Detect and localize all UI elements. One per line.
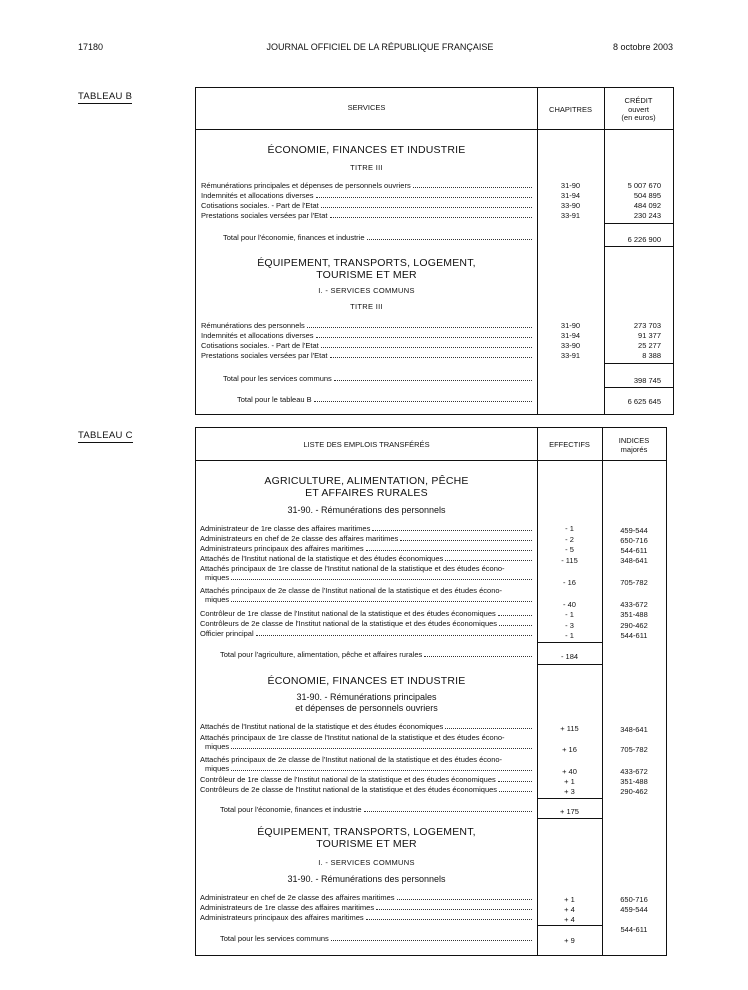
section-subtitle: I. - SERVICES COMMUNS — [318, 858, 415, 867]
section-title: ÉQUIPEMENT, TRANSPORTS, LOGEMENT, TOURISME ET MER — [257, 257, 476, 281]
titre-label: TITRE III — [350, 302, 383, 311]
journal-title: JOURNAL OFFICIEL DE LA RÉPUBLIQUE FRANÇAISE — [266, 42, 494, 52]
titre-label: TITRE III — [350, 163, 383, 172]
section-title: ÉCONOMIE, FINANCES ET INDUSTRIE — [267, 144, 466, 156]
col-indices: INDICES majorés — [618, 436, 650, 454]
tableau-b: SERVICES CHAPITRES CRÉDIT ouvert (en euros) ÉCONOMIE, FINANCES ET INDUSTRIE TITRE III Rémunérations principales et dépenses de personnels ouvriers 31-90 5 007 670 Indemnités et allocations diverses 31-94 504 895 Cotisations sociales. - Part de l'Etat 33-90 484 092 Prestations sociales versées par l'Etat 33-91 230 243 Total pour l'économie, finances et industrie 6 226 900 ÉQUIPEMENT, TRANSPORTS, LOGEMENT, TOURISME ET MER I. - SERVICES COMMUNS TITRE III Rémunérations des personnels 31-90 273 703 Indemnités et allocations diverses 31-94 91 377 Cotisations sociales. - Part de l'Etat 33-90 25 277 Prestations sociales versées par l'Etat 33-91 8 388 Total pour les services communs 398 745 Total pour le tableau B 6 625 645 — [195, 87, 674, 415]
col-effectifs: EFFECTIFS — [549, 440, 590, 449]
section-title: AGRICULTURE, ALIMENTATION, PÊCHE ET AFFAIRES RURALES — [264, 475, 469, 499]
chapter-title: 31-90. - Rémunérations des personnels — [287, 505, 446, 515]
section-title: ÉCONOMIE, FINANCES ET INDUSTRIE — [267, 675, 466, 687]
tableau-c: LISTE DES EMPLOIS TRANSFÉRÉS EFFECTIFS INDICES majorés AGRICULTURE, ALIMENTATION, PÊCHE ET AFFAIRES RURALES 31-90. - Rémunérations des personnels Administrateur de 1re classe des affaires maritimes - 1 459-544 Administrateurs en chef de 2e classe des affaires maritimes - 2 650-716 Administrateurs principaux des affaires maritimes - 5 544-611 Attachés de l'Institut national de la statistique et des études économiques - 115 348-641 Attachés principaux de 1re classe de l'Institut national de la statistique et des études écono- miques - 16 705-782 Attachés principaux de 2e classe de l'Institut national de la statistique et des études écono- miques - 40 433-672 Contrôleur de 1re classe de l'Institut national de la statistique et des études économiques - 1 351-488 Contrôleurs de 2e classe de l'Institut national de la statistique et des études économiques - 3 290-462 Officier principal - 1 544-611 Total pour l'agriculture, alimentation, pêche et affaires rurales - 184 ÉCONOMIE, FINANCES ET INDUSTRIE 31-90. - Rémunérations principales et dépenses de personnels ouvriers Attachés de l'Institut national de la statistique et des études économiques + 115 348-641 Attachés principaux de 1re classe de l'Institut national de la statistique et des études écono- miques + 16 705-782 Attachés principaux de 2e classe de l'Institut national de la statistique et des études écono- miques + 40 433-672 Contrôleur de 1re classe de l'Institut national de la statistique et des études économiques + 1 351-488 Contrôleurs de 2e classe de l'Institut national de la statistique et des études économiques + 3 290-462 Total pour l'économie, finances et industrie + 175 ÉQUIPEMENT, TRANSPORTS, LOGEMENT, TOURISME ET MER I. - SERVICES COMMUNS 31-90. - Rémunérations des personnels Administrateur en chef de 2e classe des affaires maritimes + 1 650-716 Administrateurs de 1re classe des affaires maritimes + 4 459-544 Administrateurs principaux des affaires maritimes + 4 544-611 Total pour les services communs + 9 — [195, 427, 667, 956]
tableau-b-label: TABLEAU B — [78, 91, 133, 102]
publication-date: 8 octobre 2003 — [612, 42, 673, 52]
page-number: 17180 — [78, 42, 104, 52]
col-services: SERVICES — [347, 103, 386, 112]
tableau-c-label: TABLEAU C — [78, 430, 133, 441]
col-chapitres: CHAPITRES — [549, 105, 592, 114]
chapter-title: 31-90. - Rémunérations principales et dépenses de personnels ouvriers — [295, 692, 438, 713]
chapter-title: 31-90. - Rémunérations des personnels — [287, 874, 446, 884]
section-subtitle: I. - SERVICES COMMUNS — [318, 286, 415, 295]
section-title: ÉQUIPEMENT, TRANSPORTS, LOGEMENT, TOURISME ET MER — [257, 826, 476, 850]
col-credit: CRÉDIT ouvert (en euros) — [621, 96, 656, 122]
col-liste-emplois: LISTE DES EMPLOIS TRANSFÉRÉS — [303, 440, 430, 449]
